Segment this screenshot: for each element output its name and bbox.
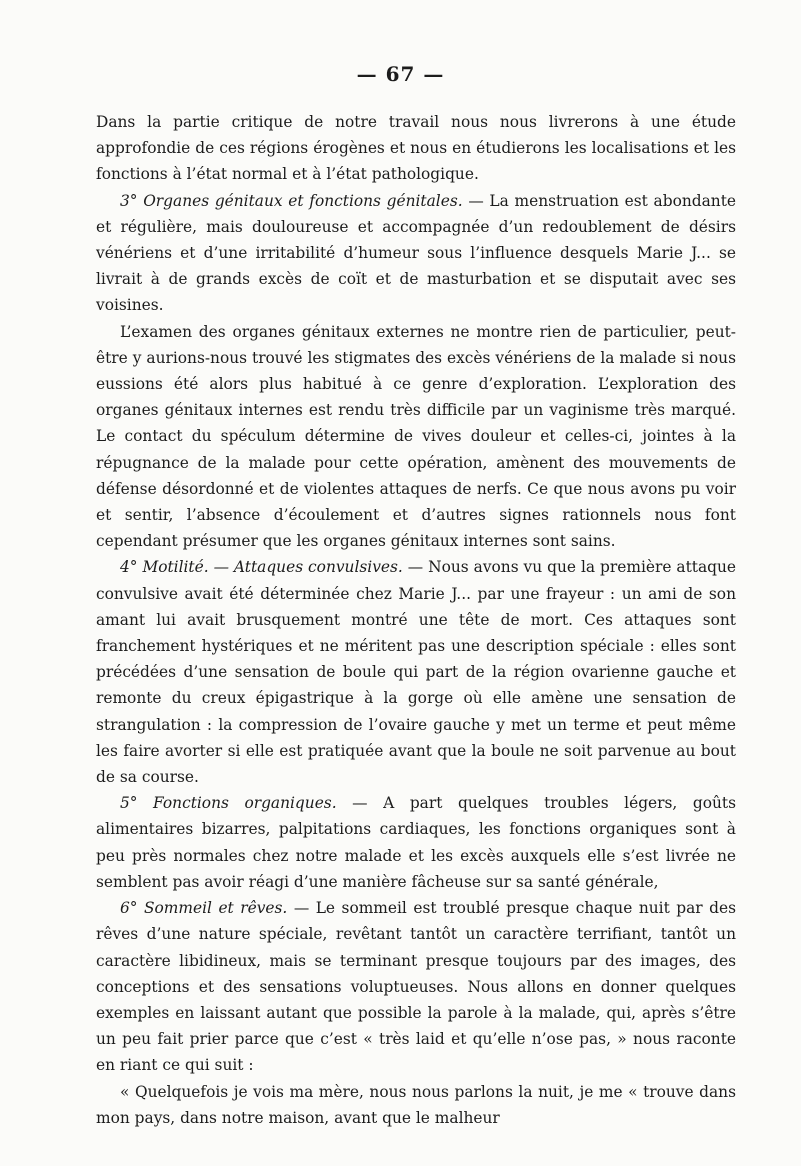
quoted-paragraph: « Quelquefois je vois ma mère, nous nous parlons la nuit, je me « trouve dans mon pays, dans notre maison, avant que le malheur xyxy=(96,1082,736,1127)
paragraph: L’examen des organes génitaux externes ne montre rien de particulier, peut-être y aurions-nous trouvé les stigmates des excès vénériens de la malade si nous eussions été alors plus habitué à ce genre d’exploration. L’exploration des organes génitaux internes est rendu très difficile par un vaginisme très marqué. Le contact du spéculum détermine de vives douleur et celles-ci, jointes à la répugnance de la malade pour cette opération, amènent des mouvements de défense désordonné et de violentes attaques de nerfs. Ce que nous avons pu voir et sentir, l’absence d’écoulement et d’autres signes rationnels nous font cependant présumer que les organes génitaux internes sont sains. xyxy=(96,322,736,551)
paragraph-text: — A part quelques troubles légers, goûts alimentaires bizarres, palpitations cardiaques, les fonctions organiques sont à peu près normales chez notre malade et les excès auxquels elle s’est livrée ne semblent pas avoir réagi d’une manière fâcheuse sur sa santé générale, xyxy=(96,794,736,891)
paragraph-text: — La menstruation est abondante et régulière, mais douloureuse et accompagnée d’un redoublement de désirs vénériens et d’une irritabilité d’humeur sous l’influence desquels Marie J... se livrait à de grands excès de coït et de masturbation et se disputait avec ses voisines. xyxy=(96,191,736,315)
paragraph: Dans la partie critique de notre travail nous nous livrerons à une étude approfondie de ces régions érogènes et nous en étudierons les localisations et les fonctions à l’état normal et à l’état pathologique. xyxy=(96,113,736,184)
paragraph xyxy=(96,895,736,1078)
text-body xyxy=(96,109,736,1131)
paragraph xyxy=(96,188,736,319)
paragraph xyxy=(96,790,736,895)
paragraph xyxy=(96,554,736,790)
page-number: — 67 — xyxy=(356,62,445,86)
section-heading: 4° Motilité. — Attaques convulsives. xyxy=(120,558,403,577)
section-heading: 5° Fonctions organiques. xyxy=(120,794,337,813)
section-heading: 3° Organes génitaux et fonctions génitales. xyxy=(120,191,463,210)
section-heading: 6° Sommeil et rêves. xyxy=(120,899,288,918)
paragraph-text: — Nous avons vu que la première attaque convulsive avait été déterminée chez Marie J... par une frayeur : un ami de son amant lui avait brusquement montré une tête de mort. Ces attaques sont franchement hystériques et ne méritent pas une description spéciale : elles sont précédées d’une sensation de boule qui part de la région ovarienne gauche et remonte du creux épigastrique à la gorge où elle amène une sensation de strangulation : la compression de l’ovaire gauche y met un terme et peut même les faire avorter si elle est pratiquée avant que la boule ne soit parvenue au bout de sa course. xyxy=(96,558,736,787)
paragraph-text: — Le sommeil est troublé presque chaque nuit par des rêves d’une nature spéciale, revêtant tantôt un caractère terrifiant, tantôt un caractère libidineux, mais se terminant presque toujours par des images, des conceptions et des sensations voluptueuses. Nous allons en donner quelques exemples en laissant autant que possible la parole à la malade, qui, après s’être un peu fait prier parce que c’est « très laid et qu’elle n’ose pas, » nous raconte en riant ce qui suit : xyxy=(96,899,737,1075)
